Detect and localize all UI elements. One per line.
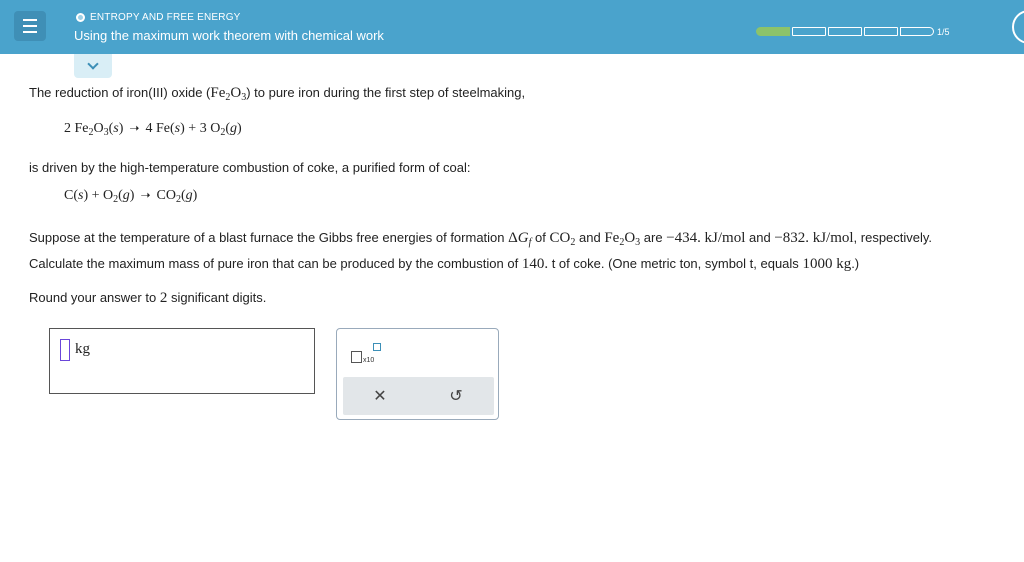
collapse-toggle[interactable] [74, 54, 112, 78]
tool-bar [343, 377, 494, 415]
clear-button[interactable]: ✕ [373, 388, 387, 405]
intro-text: The reduction of iron(III) oxide $(Fe_2O_3)$ to pure iron during the first step of steelmaking, [29, 85, 526, 103]
combustion-text: is driven by the high-temperature combustion of coke, a purified form of coal: [29, 160, 471, 175]
progress-segment [792, 27, 826, 36]
answer-input[interactable] [60, 339, 70, 361]
topic-status-icon [76, 13, 85, 22]
mantissa-box-icon [351, 351, 362, 363]
answer-box [49, 328, 315, 394]
tool-panel [336, 328, 499, 420]
progress-segment [828, 27, 862, 36]
progress-bar [756, 27, 934, 36]
reaction-equation-2: $C(s) + O_2(g)$ ➝ $CO_2(g)$ [64, 188, 198, 205]
answer-unit: kg [75, 341, 90, 357]
gibbs-text: Suppose at the temperature of a blast furnace the Gibbs free energies of formation $\Delta G_f$ of $CO_2$ and $Fe_2O_3$ are −434. kJ/mol and −832. kJ/mol, respectively. [29, 230, 933, 248]
topic-text: ENTROPY AND FREE ENERGY [90, 12, 241, 23]
topic-label [76, 12, 241, 23]
top-bar [0, 0, 1024, 54]
reaction-equation-1: 2 $Fe_2O_3(s)$ ➝ 4 Fe(s) + 3 $O_2(g)$ [64, 121, 242, 138]
exponent-box-icon [373, 343, 381, 351]
x10-label: x10 [363, 357, 375, 364]
scientific-notation-button[interactable] [351, 343, 391, 367]
menu-icon[interactable] [14, 11, 46, 41]
progress-label: 1/5 [937, 27, 950, 37]
calculate-text: Calculate the maximum mass of pure iron that can be produced by the combustion of 140. t of coke. (One metric ton, symbol t, equals 1000 kg.) [29, 256, 860, 272]
progress-segment [864, 27, 898, 36]
page-title: Using the maximum work theorem with chemical work [74, 28, 384, 43]
progress-segment [756, 27, 790, 36]
chevron-down-icon [87, 58, 98, 69]
round-text: Round your answer to 2 significant digits. [29, 290, 267, 306]
next-button[interactable] [1012, 10, 1024, 44]
progress-segment [900, 27, 934, 36]
undo-button[interactable]: ↺ [449, 388, 463, 405]
